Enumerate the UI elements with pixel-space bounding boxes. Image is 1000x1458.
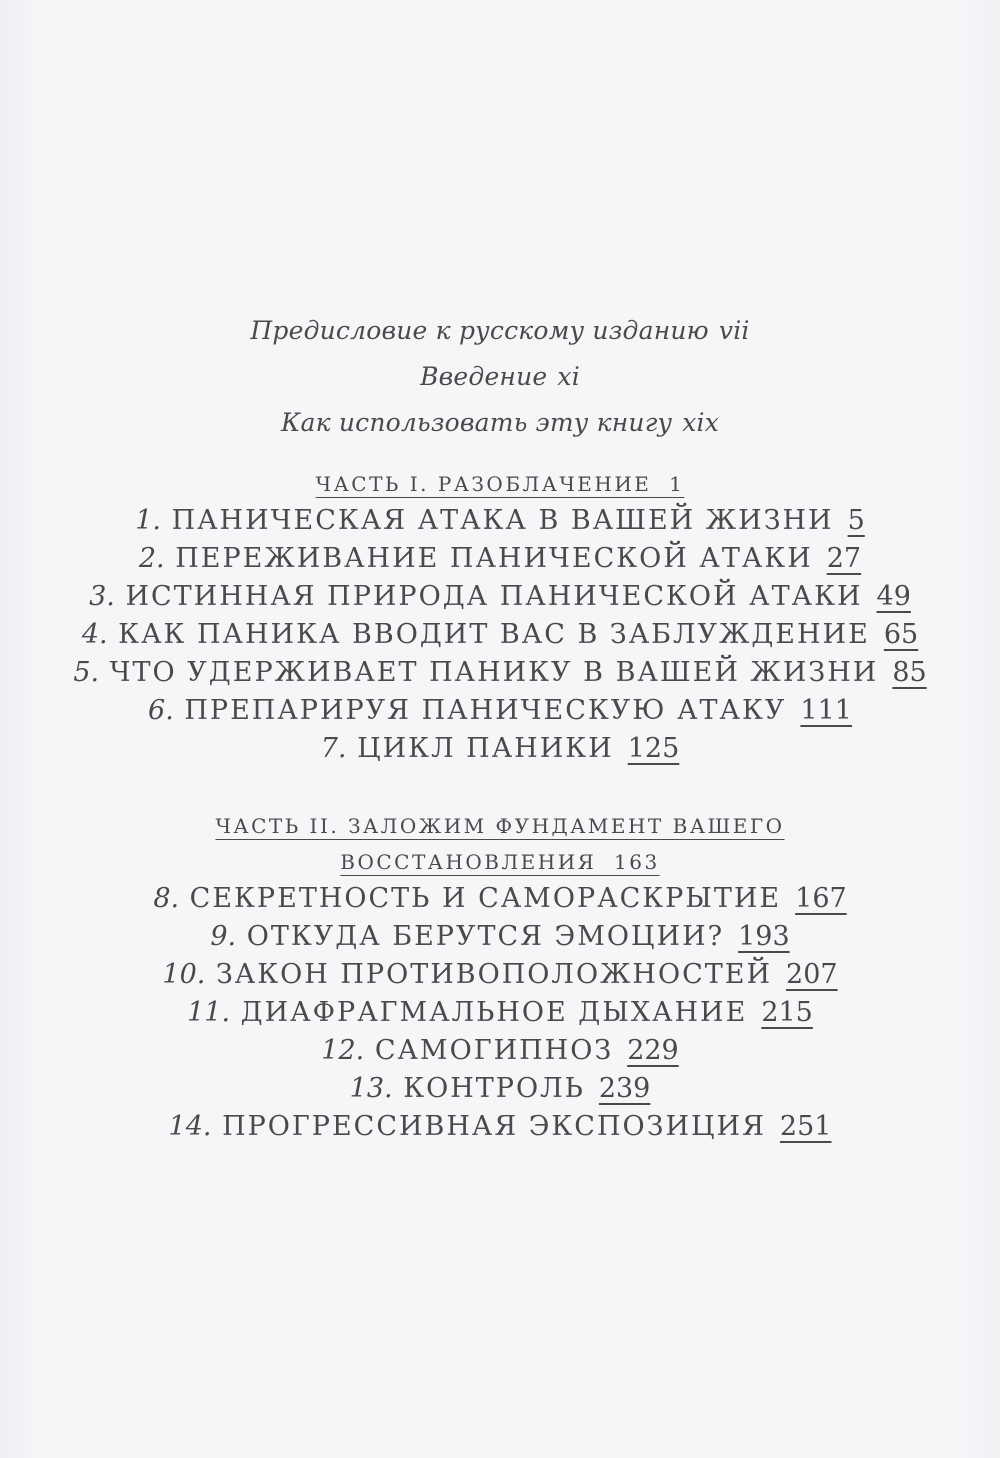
chapter-page: 125 [627, 733, 680, 764]
chapter-title: КАК ПАНИКА ВВОДИТ ВАС В ЗАБЛУЖДЕНИЕ [118, 619, 870, 650]
chapter-title: ПЕРЕЖИВАНИЕ ПАНИЧЕСКОЙ АТАКИ [175, 543, 813, 574]
table-of-contents [0, 308, 1000, 1146]
chapter-title: ДИАФРАГМАЛЬНОЕ ДЫХАНИЕ [240, 997, 748, 1028]
chapter-entry [0, 692, 1000, 730]
chapter-title: ПРОГРЕССИВНАЯ ЭКСПОЗИЦИЯ [222, 1111, 766, 1142]
front-matter-title: Введение [420, 362, 548, 391]
front-matter-page: xix [682, 408, 720, 437]
chapter-title: ИСТИННАЯ ПРИРОДА ПАНИЧЕСКОЙ АТАКИ [125, 581, 863, 612]
front-matter-title: Как использовать эту книгу [280, 408, 673, 437]
chapter-entry [0, 578, 1000, 616]
chapter-entry [0, 956, 1000, 994]
chapter-number: 14. [168, 1111, 212, 1142]
front-matter-item [0, 400, 1000, 446]
chapter-number: 6. [148, 695, 174, 726]
chapter-number: 12. [321, 1035, 365, 1066]
chapter-title: СЕКРЕТНОСТЬ И САМОРАСКРЫТИЕ [189, 883, 782, 914]
front-matter-item [0, 354, 1000, 400]
chapter-title: ЗАКОН ПРОТИВОПОЛОЖНОСТЕЙ [215, 959, 773, 990]
chapter-entry [0, 616, 1000, 654]
chapter-title: ОТКУДА БЕРУТСЯ ЭМОЦИИ? [246, 921, 725, 952]
part-1-page: 1 [669, 472, 685, 496]
chapter-entry [0, 1032, 1000, 1070]
chapter-entry [0, 1108, 1000, 1146]
chapter-title: ПРЕПАРИРУЯ ПАНИЧЕСКУЮ АТАКУ [184, 695, 787, 726]
chapter-entry [0, 654, 1000, 692]
chapter-number: 10. [162, 959, 206, 990]
front-matter-page: vii [718, 316, 750, 345]
part-1-title: ЧАСТЬ I. РАЗОБЛАЧЕНИЕ [315, 472, 652, 496]
chapter-entry [0, 918, 1000, 956]
chapter-page: 207 [786, 959, 838, 990]
chapter-number: 8. [153, 883, 180, 914]
chapter-number: 11. [187, 997, 231, 1028]
chapter-number: 7. [320, 733, 347, 764]
chapter-title: ПАНИЧЕСКАЯ АТАКА В ВАШЕЙ ЖИЗНИ [171, 505, 834, 536]
chapter-title: САМОГИПНОЗ [374, 1035, 614, 1066]
part-2-heading [0, 808, 1000, 880]
chapter-page: 167 [795, 883, 847, 914]
chapter-page: 111 [800, 695, 852, 726]
chapter-page: 49 [876, 581, 911, 612]
chapter-title: КОНТРОЛЬ [403, 1073, 585, 1104]
part-2-title-line1: ЧАСТЬ II. ЗАЛОЖИМ ФУНДАМЕНТ ВАШЕГО [215, 814, 785, 838]
chapter-title: ЧТО УДЕРЖИВАЕТ ПАНИКУ В ВАШЕЙ ЖИЗНИ [109, 657, 879, 688]
chapter-number: 9. [210, 921, 237, 952]
chapter-entry [0, 880, 1000, 918]
chapter-number: 13. [349, 1073, 393, 1104]
front-matter-item [0, 308, 1000, 354]
front-matter-title: Предисловие к русскому изданию [250, 316, 709, 345]
part-1-heading [0, 466, 1000, 502]
chapter-page: 215 [761, 997, 813, 1028]
chapter-page: 27 [826, 543, 862, 574]
chapter-page: 229 [627, 1035, 679, 1066]
chapter-page: 5 [847, 505, 865, 536]
chapter-page: 239 [598, 1073, 651, 1104]
chapter-entry [0, 730, 1000, 768]
chapter-title: ЦИКЛ ПАНИКИ [357, 733, 614, 764]
chapter-number: 3. [89, 581, 115, 612]
chapter-page: 193 [738, 921, 790, 952]
chapter-number: 2. [138, 543, 165, 574]
chapter-entry [0, 540, 1000, 578]
chapter-entry [0, 994, 1000, 1032]
chapter-entry [0, 1070, 1000, 1108]
chapter-entry [0, 502, 1000, 540]
chapter-number: 1. [135, 505, 161, 536]
chapter-page: 65 [883, 619, 919, 650]
front-matter-page: xi [557, 362, 580, 391]
chapter-page: 85 [892, 657, 927, 688]
chapter-number: 5. [73, 657, 100, 688]
part-2-title-line2: ВОССТАНОВЛЕНИЯ [340, 850, 597, 874]
chapter-number: 4. [81, 619, 108, 650]
chapter-page: 251 [779, 1111, 832, 1142]
part-2-page: 163 [614, 850, 660, 874]
